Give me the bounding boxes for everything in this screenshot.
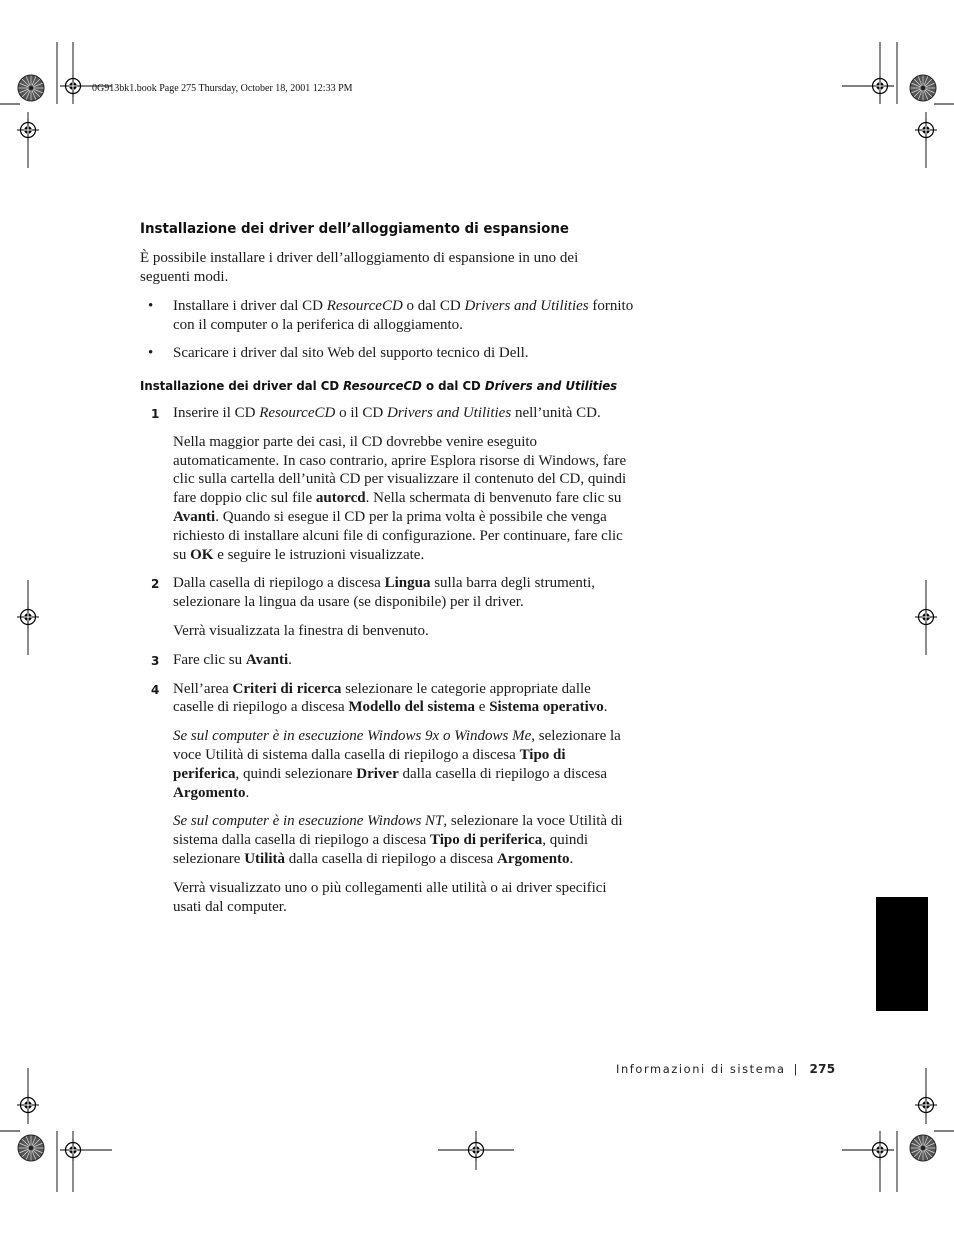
option-list [140,297,640,363]
intro-paragraph: È possibile installare i driver dell’alloggiamento di espansione in uno dei seguenti modi. [140,250,579,285]
step-note: Se sul computer è in esecuzione Windows 9x o Windows Me, selezionare la voce Utilità di sistema dalla casella di riepilogo a discesa Tipo di periferica, quindi selezionare Driver dalla casella di riepilogo a discesa Argomento. [173,728,621,801]
page-footer [616,1062,835,1076]
registration-mark-icon [869,75,891,97]
step-number: 2 [151,577,160,592]
color-wheel-icon [910,1135,936,1161]
footer-section-title: Informazioni di sistema [616,1062,786,1076]
footer-separator: | [793,1062,798,1076]
color-wheel-icon [910,75,936,101]
registration-mark-icon [17,606,39,628]
step-3 [140,651,640,670]
step-text: Fare clic su Avanti. [173,651,292,668]
section-heading: Installazione dei driver dell’alloggiamento di espansione [140,221,569,237]
step-4 [140,680,640,917]
step-note: Verrà visualizzato uno o più collegamenti alle utilità o ai driver specifici usati dal computer. [173,879,607,915]
registration-mark-icon [17,119,39,141]
step-text: Inserire il CD ResourceCD o il CD Drivers and Utilities nell’unità CD. [173,405,601,421]
step-note: Verrà visualizzata la finestra di benvenuto. [173,622,429,639]
step-text: Dalla casella di riepilogo a discesa Lingua sulla barra degli strumenti, selezionare la lingua da usare (se disponibile) per il driver. [173,575,595,611]
step-note: Se sul computer è in esecuzione Windows NT, selezionare la voce Utilità di sistema dalla casella di riepilogo a discesa Tipo di periferica, quindi selezionare Utilità dalla casella di riepilogo a discesa Argomento. [173,813,623,867]
subsection-heading: Installazione dei driver dal CD ResourceCD o dal CD Drivers and Utilities [140,378,618,393]
bullet: • [148,345,154,361]
step-text: Nell’area Criteri di ricerca selezionare le categorie appropriate dalle caselle di riepilogo a discesa Modello del sistema e Sistema operativo. [173,680,608,716]
step-number: 1 [151,407,160,421]
procedure-steps [140,404,640,916]
list-item: • Scaricare i driver dal sito Web del supporto tecnico di Dell. [148,345,529,361]
chapter-thumb-tab [876,897,928,1011]
registration-mark-icon [62,75,84,97]
registration-mark-icon [17,1094,39,1116]
step-number: 3 [151,653,160,668]
registration-mark-icon [915,606,937,628]
registration-mark-icon [465,1139,487,1161]
registration-mark-icon [869,1139,891,1161]
registration-mark-icon [62,1139,84,1161]
step-1 [140,404,640,564]
step-note: Nella maggior parte dei casi, il CD dovrebbe venire eseguito automaticamente. In caso contrario, aprire Esplora risorse di Windows, fare clic sulla cartella dell’unità CD per visualizzare il contenuto del CD, quindi fare doppio clic sul file autorcd. Nella schermata di benvenuto fare clic su Avanti. Quando si esegue il CD per la prima volta è possibile che venga richiesto di installare alcuni file di configurazione. Per continuare, fare clic su OK e seguire le istruzioni visualizzate. [173,433,627,563]
page-number: 275 [809,1062,836,1076]
step-number: 4 [151,682,160,697]
print-slug: 0G913bk1.book Page 275 Thursday, October 18, 2001 12:33 PM [92,83,353,94]
main-content [140,219,640,926]
registration-mark-icon [915,1094,937,1116]
bullet: • [148,298,154,314]
step-2 [140,574,640,640]
registration-mark-icon [915,119,937,141]
color-wheel-icon [18,1135,44,1161]
color-wheel-icon [18,75,44,101]
list-item: • Installare i driver dal CD ResourceCD o dal CD Drivers and Utilities fornito con il computer o la periferica di alloggiamento. [148,298,634,333]
